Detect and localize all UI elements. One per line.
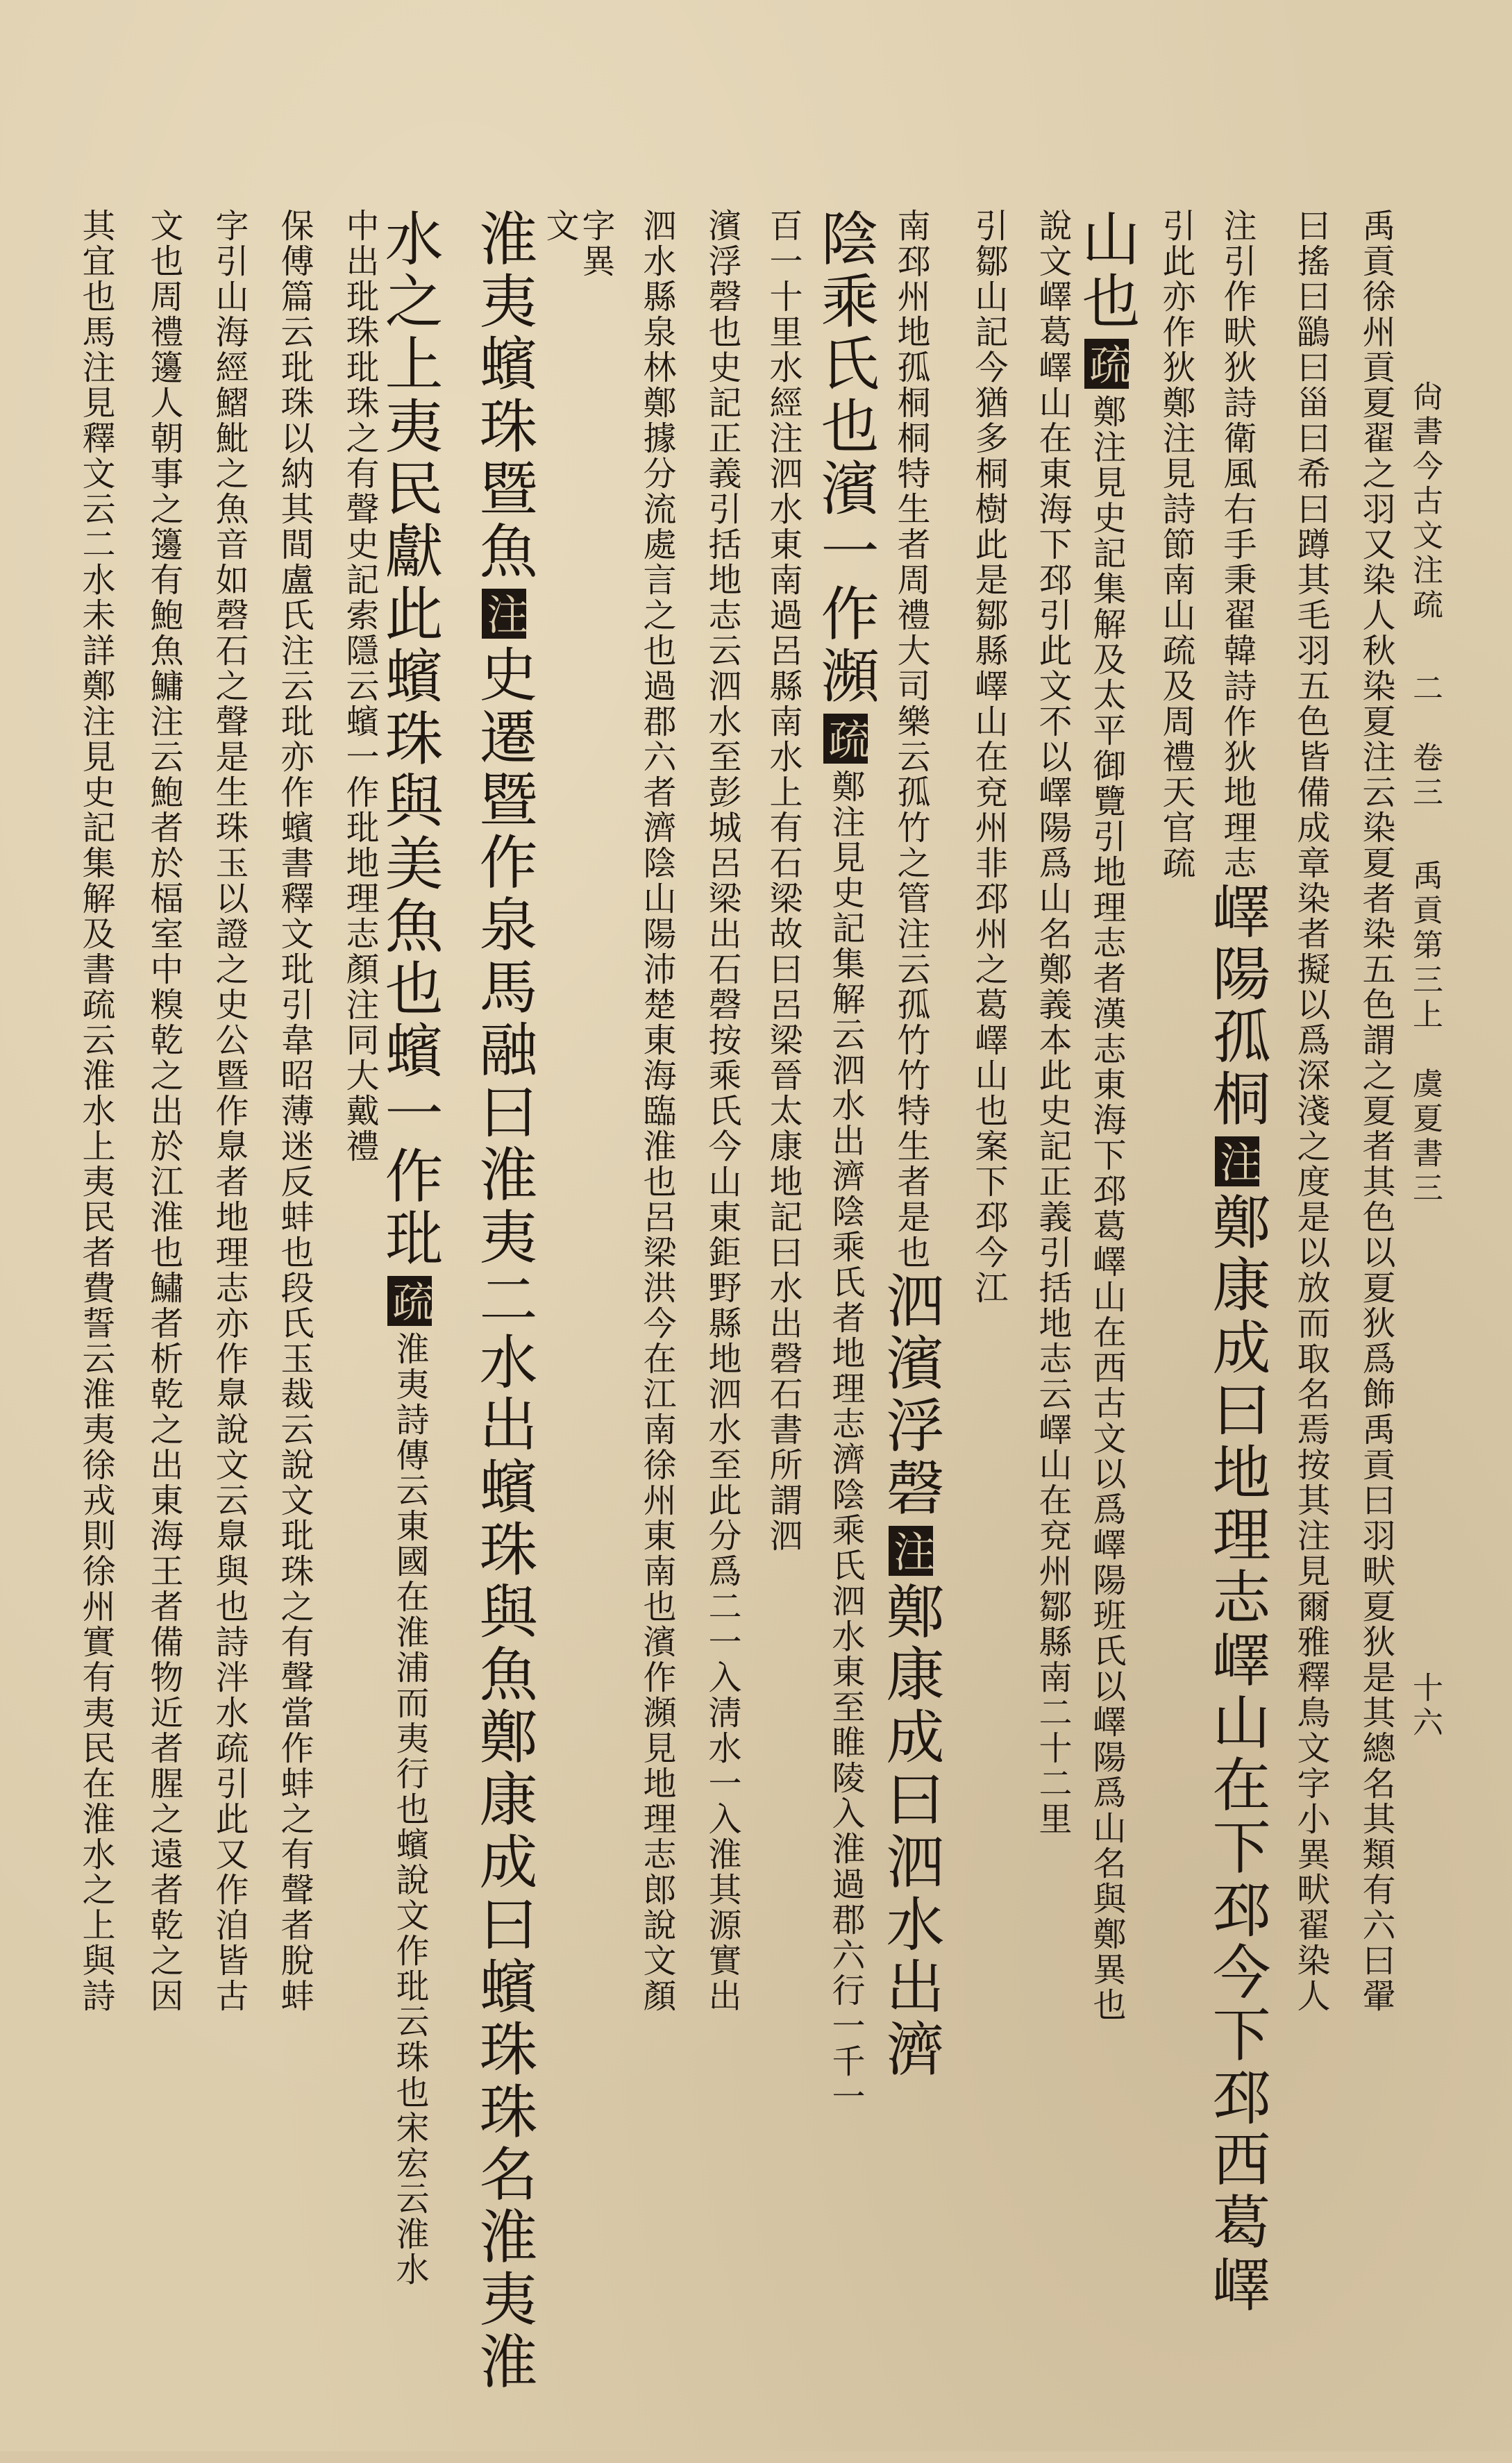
commentary-text: 引鄒山記今猶多桐樹此是鄒縣嶧山在兗州非邳州之葛嶧山也案下邳今江 xyxy=(969,208,1008,1306)
text-column xyxy=(877,208,945,2423)
book-title: 尙書今古文注疏 xyxy=(1407,380,1443,623)
juan-label: 卷三 xyxy=(1407,741,1443,811)
annotation-marker: 注 xyxy=(1215,1136,1259,1186)
commentary-text: 文 xyxy=(540,208,579,244)
text-column xyxy=(275,208,314,2423)
commentary-text: 引此亦作狄鄭注見詩節南山疏及周禮天官疏 xyxy=(1157,208,1195,881)
annotation-marker: 疏 xyxy=(1084,339,1129,389)
text-column xyxy=(340,208,379,2423)
text-column xyxy=(1203,208,1271,2423)
main-text: 山也 xyxy=(1073,208,1141,333)
page-number: 十六 xyxy=(1407,1672,1443,1741)
annotation-marker: 注 xyxy=(482,589,526,639)
main-text: 水之上夷民獻此蠙珠與美魚也蠙一作玭 xyxy=(376,208,444,1270)
chapter-label: 禹貢第三上 xyxy=(1407,859,1443,1033)
annotation-marker: 注 xyxy=(889,1526,933,1576)
main-text: 鄭康成曰泗水出濟 xyxy=(877,1581,945,2081)
commentary-text: 注引作畎狄詩衛風右手秉翟韓詩作狄地理志 xyxy=(1218,208,1257,881)
text-column xyxy=(637,208,676,2423)
text-column xyxy=(1073,208,1141,2423)
text-column xyxy=(144,208,183,2423)
commentary-text: 禹貢徐州貢夏翟之羽又染人秋染夏注云染夏者染五色謂之夏者其色以夏狄爲飾禹貢曰羽畎夏狄是其總名其類有六曰翬 xyxy=(1356,208,1395,2014)
commentary-text: 鄭注見史記集解及太平御覽引地理志者漢志東海下邳葛嶧山在西古文以爲嶧陽班氏以嶧陽爲山名與鄭異也 xyxy=(1087,394,1126,2023)
commentary-text: 鄭注見史記集解云泗水出濟陰乘氏者地理志濟陰乘氏泗水東至睢陵入淮過郡六行一千一 xyxy=(826,769,865,2115)
main-text: 史遷暨作泉馬融曰淮夷二水出蠙珠與魚鄭康成曰蠙珠珠名淮夷淮 xyxy=(470,644,538,2394)
text-column xyxy=(376,208,444,2423)
text-column xyxy=(1159,208,1193,2423)
volume-number: 二 xyxy=(1407,672,1443,707)
section-label: 虞夏書三 xyxy=(1407,1068,1443,1207)
main-text: 嶧陽孤桐 xyxy=(1203,881,1271,1131)
commentary-text: 字異 xyxy=(576,208,615,279)
commentary-text: 說文嶧葛嶧山在東海下邳引此文不以嶧陽爲山名鄭義本此史記正義引括地志云嶧山在兗州鄒縣南二十二里 xyxy=(1033,208,1072,1837)
commentary-text: 保傅篇云玭珠以納其間盧氏注云玭亦作蠙書釋文玭引韋昭薄迷反蚌也段氏玉裁云說文玭珠之有聲當作蚌之有聲者脫蚌 xyxy=(275,208,314,2014)
text-column xyxy=(210,208,249,2423)
commentary-text: 文也周禮籩人朝事之籩有鮑魚鱅注云鮑者於楅室中糗乾之出於江淮也鱐者析乾之出東海王者備物近者腥之遠者乾之因 xyxy=(144,208,183,2014)
commentary-text: 中出玭珠玭珠之有聲史記索隱云蠙一作玭地理志顏注同大戴禮 xyxy=(340,208,379,1164)
commentary-text: 百一十里水經注泗水東南過呂縣南水上有石梁故曰呂梁晉太康地記曰水出磬石書所謂泗 xyxy=(764,208,803,1554)
text-column xyxy=(470,208,538,2423)
text-column xyxy=(1033,208,1072,2423)
annotation-marker: 疏 xyxy=(387,1276,432,1326)
annotation-marker: 疏 xyxy=(823,714,868,764)
main-text: 鄭康成曰地理志嶧山在下邳今下邳西葛嶧 xyxy=(1203,1192,1271,2317)
text-column xyxy=(705,208,739,2423)
main-text: 淮夷蠙珠暨魚 xyxy=(470,208,538,583)
commentary-text: 泗水縣泉林鄭據分流處言之也過郡六者濟陰山陽沛楚東海臨淮也呂梁洪今在江南徐州東南也濱作瀕見地理志郎說文顏 xyxy=(637,208,676,2014)
text-column xyxy=(812,208,880,2423)
commentary-text: 曰搖曰鶅曰甾曰希曰蹲其毛羽五色皆備成章染者擬以爲深淺之度是以放而取名焉按其注見爾雅釋鳥文字小異畎翟染人 xyxy=(1291,208,1330,2014)
text-column xyxy=(576,208,615,2423)
text-column xyxy=(540,208,579,2423)
text-column xyxy=(1291,208,1330,2423)
text-column xyxy=(76,208,115,2423)
commentary-text: 濱浮磬也史記正義引括地志云泗水至彭城呂梁出石磬按乘氏今山東鉅野縣地泗水至此分爲二一入淸水一入淮其源實出 xyxy=(703,208,741,2014)
text-column xyxy=(1356,208,1395,2423)
commentary-text: 字引山海經鰼魮之魚音如磬石之聲是生珠玉以證之史公暨作臮者地理志亦作臮說文云臮與也詩泮水疏引此又作洎皆古 xyxy=(210,208,249,2014)
commentary-text: 南邳州地孤桐桐特生者周禮大司樂云孤竹之管注云孤竹竹特生者是也 xyxy=(891,208,930,1270)
commentary-text: 其宜也馬注見釋文云二水未詳鄭注見史記集解及書疏云淮水上夷民者費誓云淮夷徐戎則徐州實有夷民在淮水之上與詩 xyxy=(76,208,115,2014)
body-text xyxy=(21,208,1409,2423)
text-column xyxy=(764,208,803,2423)
text-column xyxy=(969,208,1008,2423)
main-text: 泗濱浮磬 xyxy=(877,1270,945,1520)
main-text: 陰乘氏也濱一作瀕 xyxy=(812,208,880,708)
commentary-text: 淮夷詩傳云東國在淮浦而夷行也蠙說文作玭云珠也宋宏云淮水 xyxy=(390,1331,429,2287)
